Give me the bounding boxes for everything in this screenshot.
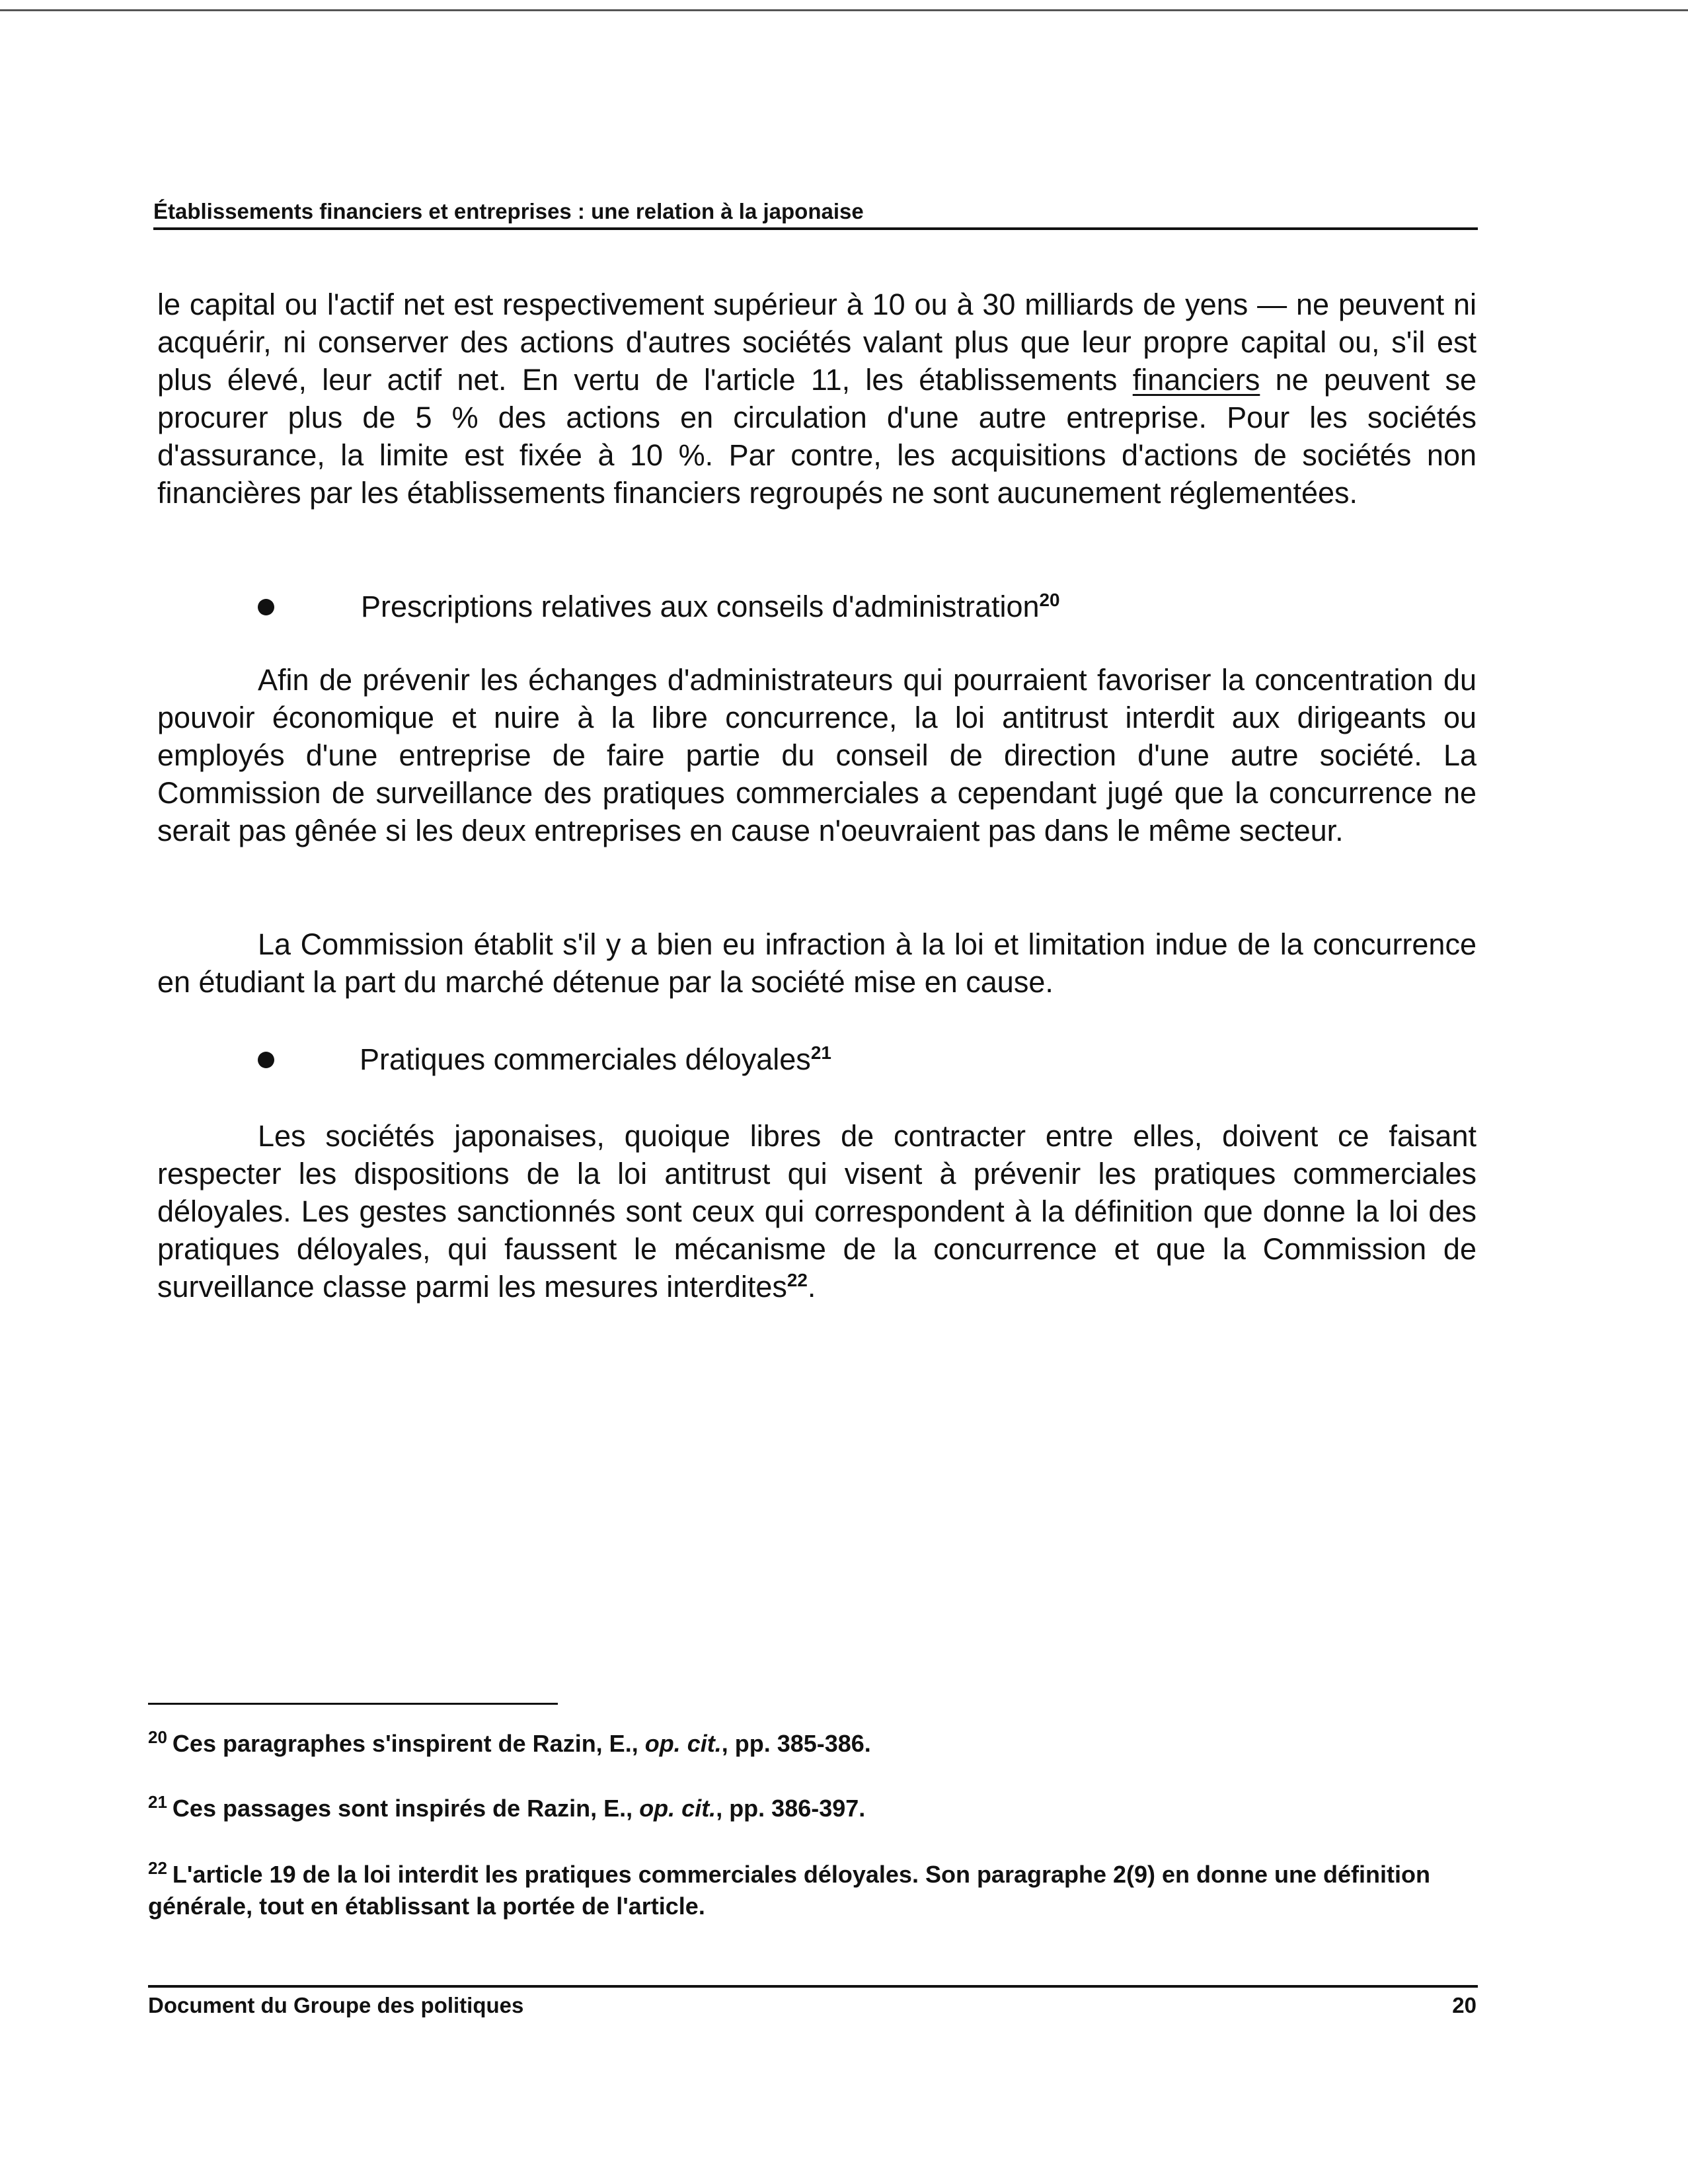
footnote-21-text-a: Ces passages sont inspirés de Razin, E., bbox=[172, 1795, 640, 1822]
footnote-21-text-b: , pp. 386-397. bbox=[716, 1795, 866, 1822]
footnote-21-mark: 21 bbox=[148, 1792, 167, 1812]
bullet-heading-2-label: Pratiques commerciales déloyales bbox=[360, 1042, 811, 1076]
footnote-22-mark: 22 bbox=[148, 1858, 167, 1878]
bullet-heading-1-text bbox=[361, 587, 1060, 627]
footnote-21 bbox=[148, 1793, 1474, 1824]
paragraph-1-part-a: le capital ou l'actif net est respectivement supérieur à 10 ou à 30 milliards de yens — ne peuvent ni acquérir, ni conserver des actions d'autres sociétés valant plus que leur propre capital ou, s'il est plus élevé, leur actif net. En vertu de l'article 11, les établissements bbox=[157, 288, 1477, 397]
footer-rule bbox=[148, 1985, 1478, 1988]
footnote-separator bbox=[148, 1703, 558, 1705]
top-scan-rule bbox=[0, 9, 1688, 11]
paragraph-1 bbox=[157, 286, 1477, 512]
paragraph-4-end: . bbox=[807, 1270, 816, 1304]
footnote-20-text-a: Ces paragraphes s'inspirent de Razin, E., bbox=[172, 1730, 645, 1757]
footer-label: Document du Groupe des politiques bbox=[148, 1993, 524, 2017]
underlined-word: financiers bbox=[1132, 363, 1260, 397]
bullet-heading-1-label: Prescriptions relatives aux conseils d'administration bbox=[361, 590, 1040, 623]
footnote-20-text-b: , pp. 385-386. bbox=[721, 1730, 871, 1757]
running-header: Établissements financiers et entreprises : une relation à la japonaise bbox=[153, 199, 864, 223]
paragraph-3: La Commission établit s'il y a bien eu infraction à la loi et limitation indue de la concurrence en étudiant la part du marché détenue par la société mise en cause. bbox=[157, 927, 1477, 999]
bullet-icon bbox=[258, 1052, 274, 1068]
footnote-ref-20: 20 bbox=[1039, 590, 1060, 610]
footnote-ref-22: 22 bbox=[786, 1270, 808, 1290]
bullet-heading-2-text bbox=[360, 1040, 831, 1079]
footnote-22 bbox=[148, 1859, 1474, 1922]
footnote-21-italic: op. cit. bbox=[639, 1795, 716, 1822]
header-rule bbox=[153, 227, 1478, 230]
paragraph-4 bbox=[157, 1117, 1477, 1306]
footnote-ref-21: 21 bbox=[810, 1042, 831, 1063]
paragraph-1-part-b: ne peuvent se procurer plus de 5 % des actions en circulation d'une autre entreprise. Pour les sociétés d'assurance, la limite est fixée à 10 %. Par contre, les acquisitions d'actions de sociétés non financières par les établissements financiers regroupés ne sont aucunement réglementées. bbox=[157, 363, 1477, 510]
footnote-20-italic: op. cit. bbox=[644, 1730, 722, 1757]
bullet-icon bbox=[258, 599, 274, 615]
footnote-22-text: L'article 19 de la loi interdit les pratiques commerciales déloyales. Son paragraphe 2(9) en donne une définition générale, tout en établissant la portée de l'article. bbox=[148, 1861, 1430, 1920]
footnote-20 bbox=[148, 1728, 1474, 1760]
page-number: 20 bbox=[1452, 1993, 1477, 2017]
footnote-20-mark: 20 bbox=[148, 1727, 167, 1747]
paragraph-2: Afin de prévenir les échanges d'administrateurs qui pourraient favoriser la concentration du pouvoir économique et nuire à la libre concurrence, la loi antitrust interdit aux dirigeants ou employés d'une entreprise de faire partie du conseil de direction d'une autre société. La Commission de surveillance des pratiques commerciales a cependant jugé que la concurrence ne serait pas gênée si les deux entreprises en cause n'oeuvraient pas dans le même secteur. bbox=[157, 663, 1477, 847]
paragraph-4-text: Les sociétés japonaises, quoique libres de contracter entre elles, doivent ce faisant respecter les dispositions de la loi antitrust qui visent à prévenir les pratiques commerciales déloyales. Les gestes sanctionnés sont ceux qui correspondent à la définition que donne la loi des pratiques déloyales, qui faussent le mécanisme de la concurrence et que la Commission de surveillance classe parmi les mesures interdites bbox=[157, 1119, 1477, 1304]
